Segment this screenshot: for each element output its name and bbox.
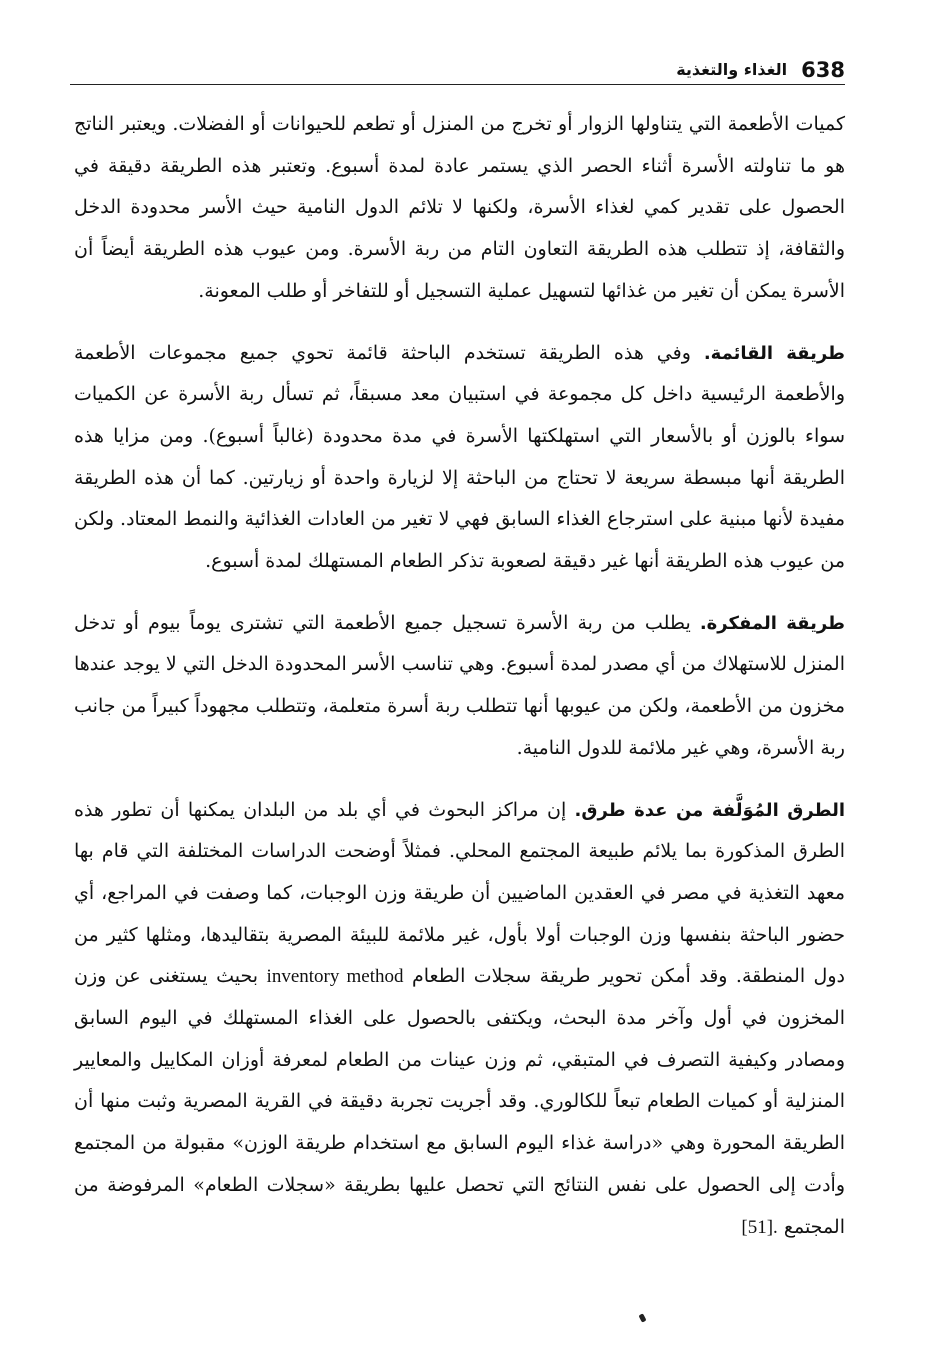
paragraph-4 (74, 790, 845, 1249)
page-number: 638 (801, 58, 845, 82)
latin-term: inventory method (266, 966, 404, 988)
paragraph-text: إن مراكز البحوث في أي بلد من البلدان يمكنها أن تطور هذه الطرق المذكورة بما يلائم طبيعة المجتمع المحلي. فمثلاً أوضحت الدراسات المختلفة التي قام بها معهد التغذية في مصر في العقدين الماضيين أن طريقة وزن الوجبات، كما وصفت في المراجع، أي حضور الباحثة بنفسها وزن الوجبات أولا بأول، غير ملائمة للبيئة المصرية بتقاليدها، ومثلها كثير من دول المنطقة. وقد أمكن تحوير طريقة سجلات الطعام (74, 798, 845, 988)
paragraph-text-continued: بحيث يستغنى عن وزن المخزون في أول وآخر مدة البحث، ويكتفى بالحصول على الغذاء المستهلك في اليوم السابق ومصادر وكيفية التصرف في المتبقي، ثم وزن عينات من الطعام لمعرفة أوزان المكاييل والمعايير المنزلية أو كميات الطعام تبعاً للكالوري. وقد أجريت تجربة دقيقة في القرية المصرية وثبت منها أن الطريقة المحورة وهي «دراسة غذاء اليوم السابق مع استخدام طريقة الوزن» مقبولة من المجتمع وأدت إلى الحصول على نفس النتائج التي تحصل عليها بطريقة «سجلات الطعام» المرفوضة من المجتمع (74, 965, 845, 1238)
method-heading-combined: الطرق المُوَلَّفة من عدة طرق. (574, 799, 845, 821)
scan-speck (638, 1313, 646, 1322)
paragraph-3 (74, 603, 845, 770)
running-header (70, 44, 845, 82)
paragraph-1 (74, 104, 845, 313)
citation-reference: [51]. (741, 1216, 778, 1238)
method-heading-list: طريقة القائمة. (703, 342, 845, 364)
paragraph-text: يطلب من ربة الأسرة تسجيل جميع الأطعمة التي تشترى يوماً بيوم أو تدخل المنزل للاستهلاك من أي مصدر لمدة أسبوع. وهي تناسب الأسر المحدودة الدخل التي لا يوجد عندها مخزون من الأطعمة، ولكن من عيوبها أنها تتطلب ربة أسرة متعلمة، وتتطلب مجهوداً كبيراً من جانب ربة الأسرة، وهي غير ملائمة للدول النامية. (74, 611, 845, 759)
header-rule (70, 84, 845, 85)
paragraph-2 (74, 333, 845, 583)
paragraph-text: كميات الأطعمة التي يتناولها الزوار أو تخرج من المنزل أو تطعم للحيوانات أو الفضلات. ويعتبر الناتج هو ما تناولته الأسرة أثناء الحصر الذي يستمر عادة لمدة أسبوع. وتعتبر هذه الطريقة دقيقة في الحصول على تقدير كمي لغذاء الأسرة، ولكنها لا تلائم الدول النامية حيث الأسر محدودة الدخل والثقافة، إذ تتطلب هذه الطريقة التعاون التام من ربة الأسرة. ومن عيوب هذه الطريقة أيضاً أن الأسرة يمكن أن تغير من غذائها لتسهيل عملية التسجيل أو للتفاخر أو طلب المعونة. (74, 113, 845, 302)
running-title: الغذاء والتغذية (676, 60, 788, 79)
method-heading-diary: طريقة المفكرة. (699, 612, 845, 634)
paragraph-text: وفي هذه الطريقة تستخدم الباحثة قائمة تحوي جميع مجموعات الأطعمة والأطعمة الرئيسية داخل كل مجموعة في استبيان معد مسبقاً، ثم تسأل ربة الأسرة عن الكميات سواء بالوزن أو بالأسعار التي استهلكتها الأسرة في مدة محدودة (غالباً أسبوع). ومن مزايا هذه الطريقة أنها مبسطة سريعة لا تحتاج من الباحثة إلا لزيارة واحدة أو زيارتين. كما أن هذه الطريقة مفيدة لأنها مبنية على استرجاع الغذاء السابق فهي لا تغير من العادات الغذائية والنمط المعتاد. ولكن من عيوب هذه الطريقة أنها غير دقيقة لصعوبة تذكر الطعام المستهلك لمدة أسبوع. (74, 341, 845, 573)
body-text (74, 104, 845, 1248)
